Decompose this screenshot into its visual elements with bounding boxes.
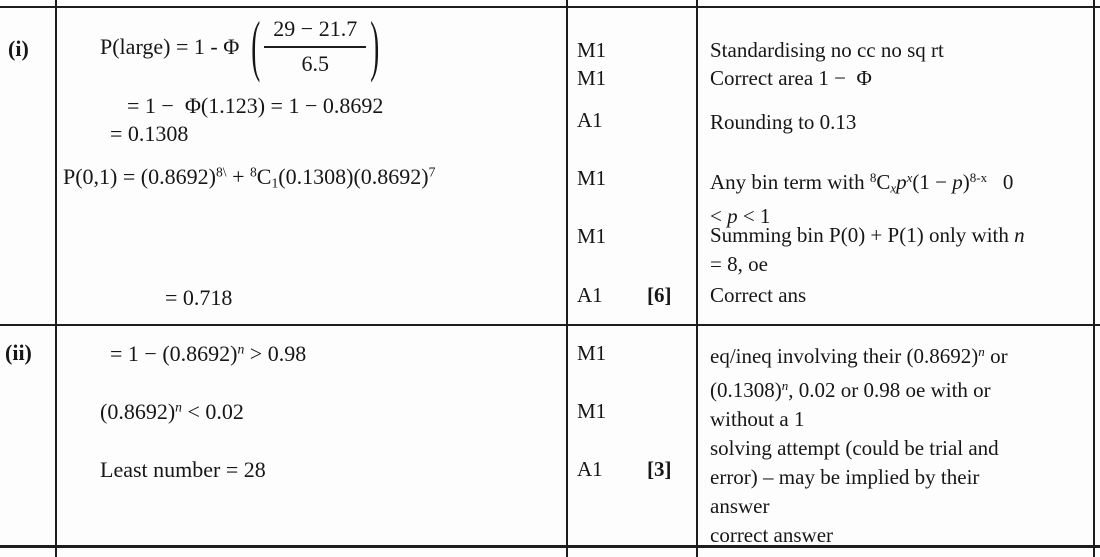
part-i-label: (i): [8, 36, 29, 61]
table-row-divider: [0, 324, 1100, 326]
formula-prefix: P(large) = 1 - Φ: [100, 33, 240, 59]
table-col-divider-comments: [696, 0, 698, 557]
comment-line: Standardising no cc no sq rt: [710, 38, 944, 62]
table-col-divider-marks: [566, 0, 568, 557]
part-i-work-line-3: = 0.1308: [110, 121, 189, 146]
part-ii-total-marks: [3]: [647, 457, 672, 481]
part-i-standardising-formula: [100, 7, 383, 83]
fraction-denominator: 6.5: [301, 51, 329, 76]
part-ii-work-answer: Least number = 28: [100, 457, 266, 482]
part-ii-work-line-1: = $1 - (0.8692)^n > 0.98$: [110, 341, 307, 366]
comment-line: Correct ans: [710, 283, 807, 307]
fraction: [264, 16, 366, 77]
comment-block: Summing bin P(0) + P(1) only with n = 8, oe: [710, 223, 1025, 276]
mark-label: A1: [577, 457, 603, 481]
mark-label: A1: [577, 283, 603, 307]
comment-block: Any bin term with $^8Cxp^x(1 - p)^{8-x}$ 0 < p < 1: [710, 170, 1014, 229]
part-i-work-line-2: = 1 − Φ(1.123) = 1 − 0.8692: [127, 93, 384, 118]
part-ii-label: (ii): [5, 340, 32, 365]
mark-label: M1: [577, 166, 607, 190]
fraction-numerator: 29 − 21.7: [264, 16, 366, 48]
mark-label: M1: [577, 341, 607, 365]
part-i-work-answer: = 0.718: [165, 285, 233, 310]
mark-label: A1: [577, 108, 603, 132]
mark-label: M1: [577, 66, 607, 90]
mark-label: M1: [577, 38, 607, 62]
mark-label: M1: [577, 399, 607, 423]
part-i-total-marks: [6]: [647, 283, 672, 307]
comment-line: Rounding to 0.13: [710, 110, 857, 134]
mark-label: M1: [577, 224, 607, 248]
comment-block: eq/ineq involving their $(0.8692)^n$ or $(0.1308)^n$, 0.02 or 0.98 oe with or without a 1 solving attempt (could be trial and error) – may be implied by their answer correct answer: [710, 344, 1008, 548]
close-paren: ): [370, 7, 380, 83]
comment-line: Correct area 1 − Φ: [710, 66, 872, 90]
part-i-binomial-formula: $P(0,1) = (0.8692)^{8\backslash} + ^8C_1(0.1308)(0.8692)^7$: [63, 164, 436, 191]
part-ii-work-line-2: $(0.8692)^n < 0.02$: [100, 399, 244, 424]
open-paren: (: [251, 7, 261, 83]
table-col-divider-part: [55, 0, 57, 557]
table-border-top: [0, 6, 1100, 8]
